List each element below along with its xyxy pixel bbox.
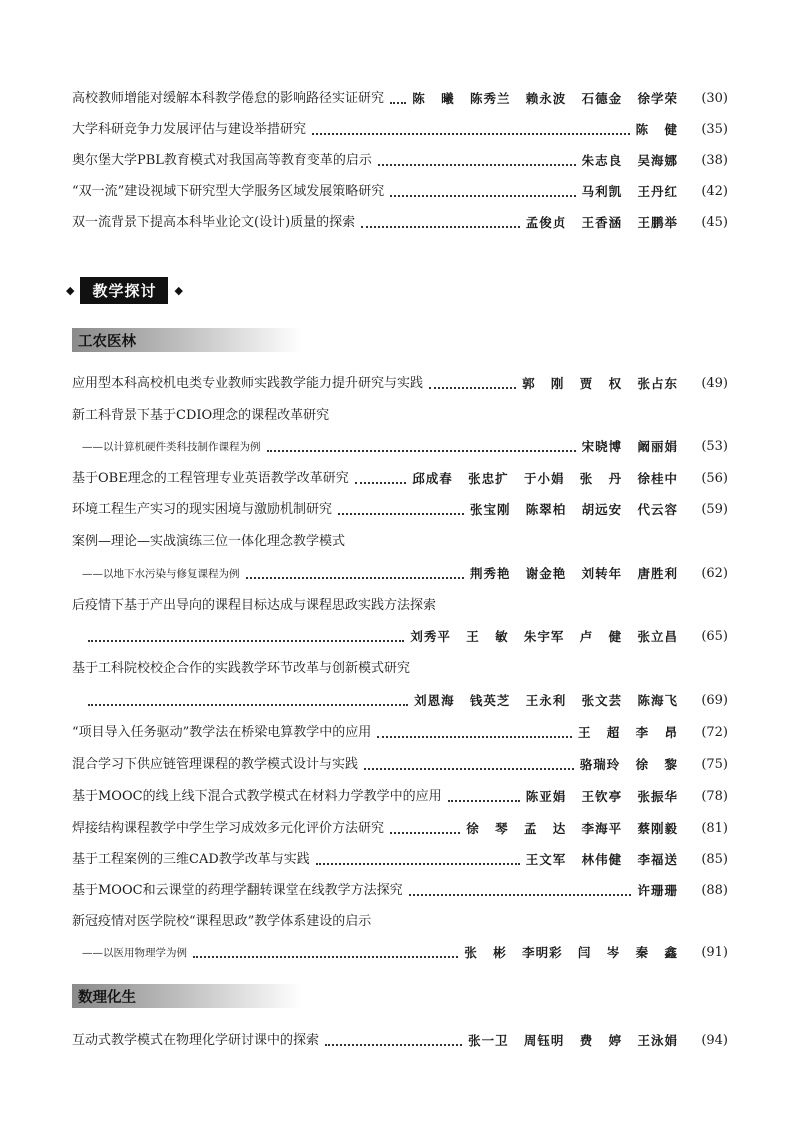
toc-entry-continuation[interactable] — [72, 434, 728, 456]
entry-title: 基于MOOC的线上线下混合式教学模式在材料力学教学中的应用 — [72, 789, 442, 804]
toc-entry[interactable] — [72, 784, 728, 806]
entry-page: (85) — [701, 852, 728, 867]
entry-authors: 陈亚娟 王钦亭 张振华 — [525, 789, 678, 804]
toc-entry-continuation[interactable] — [72, 624, 728, 646]
leader-dots — [448, 799, 520, 802]
entry-title: 高校教师增能对缓解本科教学倦怠的影响路径实证研究 — [72, 91, 385, 106]
entry-subtitle: ——以医用物理学为例 — [82, 947, 187, 959]
entry-page: (53) — [701, 439, 728, 454]
leader-dots — [325, 1043, 462, 1046]
entry-page: (59) — [701, 502, 728, 517]
entry-page: (94) — [701, 1033, 728, 1048]
entry-page: (72) — [701, 725, 728, 740]
leader-dots — [246, 576, 464, 579]
toc-entry[interactable] — [72, 210, 728, 232]
leader-dots — [355, 481, 407, 484]
leader-dots — [193, 955, 458, 958]
entry-title: 应用型本科高校机电类专业教师实践教学能力提升研究与实践 — [72, 376, 424, 391]
entry-page: (35) — [701, 122, 728, 137]
entry-authors: 徐 琴 孟 达 李海平 蔡刚毅 — [466, 821, 678, 836]
entry-authors: 王 超 李 昂 — [577, 725, 678, 740]
entry-title: 后疫情下基于产出导向的课程目标达成与课程思政实践方法探索 — [72, 598, 437, 613]
leader-dots — [390, 194, 575, 197]
toc-entry[interactable] — [72, 371, 728, 393]
toc-entry[interactable] — [72, 466, 728, 488]
entry-authors: 张宝刚 陈翠柏 胡远安 代云容 — [469, 502, 678, 517]
toc-entry-continuation[interactable] — [72, 940, 728, 962]
toc-entry[interactable] — [72, 878, 728, 900]
entry-title: 基于工科院校校企合作的实践教学环节改革与创新模式研究 — [72, 661, 411, 676]
toc-entry[interactable] — [72, 752, 728, 774]
leader-dots — [267, 449, 576, 452]
section-header — [60, 277, 189, 303]
entry-title: 基于工程案例的三维CAD教学改革与实践 — [72, 852, 310, 867]
entry-authors: 朱志良 吴海娜 — [581, 153, 678, 168]
entry-authors: 邱成春 张忠扩 于小娟 张 丹 徐桂中 — [412, 471, 678, 486]
entry-authors: 郭 刚 贾 权 张占东 — [522, 376, 678, 391]
toc-entry[interactable] — [72, 529, 728, 551]
toc-entry[interactable] — [72, 816, 728, 838]
leader-dots — [390, 101, 406, 104]
leader-dots — [378, 163, 576, 166]
entry-title: “双一流”建设视域下研究型大学服务区域发展策略研究 — [72, 184, 385, 199]
section-title: 教学探讨 — [80, 277, 168, 304]
entry-page: (42) — [701, 184, 728, 199]
toc-entry[interactable] — [72, 148, 728, 170]
entry-title: 大学科研竞争力发展评估与建设举措研究 — [72, 122, 307, 137]
diamond-icon: ◆ — [174, 283, 183, 297]
toc-entry[interactable] — [72, 1028, 728, 1050]
entry-subtitle: ——以地下水污染与修复课程为例 — [82, 568, 240, 580]
leader-dots — [88, 639, 404, 642]
toc-entry[interactable] — [72, 497, 728, 519]
entry-title: 案例—理论—实战演练三位一体化理念教学模式 — [72, 534, 346, 549]
entry-authors: 荆秀艳 谢金艳 刘转年 唐胜利 — [469, 566, 678, 581]
entry-page: (78) — [701, 789, 728, 804]
entry-authors: 宋晓博 阚丽娟 — [581, 439, 678, 454]
entry-authors: 刘恩海 钱英芝 王永利 张文芸 陈海飞 — [414, 693, 678, 708]
entry-authors: 刘秀平 王 敏 朱宇军 卢 健 张立昌 — [410, 629, 678, 644]
leader-dots — [390, 831, 460, 834]
entry-title: 奥尔堡大学PBL教育模式对我国高等教育变革的启示 — [72, 153, 372, 168]
entry-page: (81) — [701, 821, 728, 836]
entry-title: 新工科背景下基于CDIO理念的课程改革研究 — [72, 408, 330, 423]
leader-dots — [364, 767, 574, 770]
leader-dots — [338, 512, 464, 515]
toc-entry[interactable] — [72, 86, 728, 108]
entry-authors: 许珊珊 — [637, 883, 678, 898]
leader-dots — [409, 893, 632, 896]
entry-title: 混合学习下供应链管理课程的教学模式设计与实践 — [72, 757, 359, 772]
entry-authors: 张一卫 周钰明 费 婷 王泳娟 — [468, 1033, 678, 1048]
toc-entry[interactable] — [72, 720, 728, 742]
entry-title: 环境工程生产实习的现实困境与激励机制研究 — [72, 502, 333, 517]
toc-entry[interactable] — [72, 656, 728, 678]
entry-page: (65) — [701, 629, 728, 644]
toc-entry[interactable] — [72, 909, 728, 931]
entry-page: (62) — [701, 566, 728, 581]
entry-title: 双一流背景下提高本科毕业论文(设计)质量的探索 — [72, 215, 356, 230]
leader-dots — [377, 735, 572, 738]
entry-page: (69) — [701, 693, 728, 708]
entry-page: (38) — [701, 153, 728, 168]
leader-dots — [312, 132, 630, 135]
entry-page: (91) — [701, 945, 728, 960]
entry-subtitle: ——以计算机硬件类科技制作课程为例 — [82, 441, 261, 453]
entry-title: 互动式教学模式在物理化学研讨课中的探索 — [72, 1033, 320, 1048]
entry-title: “项目导入任务驱动”教学法在桥梁电算教学中的应用 — [72, 725, 372, 740]
toc-entry-continuation[interactable] — [72, 561, 728, 583]
diamond-icon: ◆ — [66, 283, 75, 297]
leader-dots — [316, 862, 520, 865]
leader-dots — [88, 703, 408, 706]
entry-authors: 陈 健 — [635, 122, 678, 137]
entry-authors: 陈 曦 陈秀兰 赖永波 石德金 徐学荣 — [412, 91, 678, 106]
entry-authors: 孟俊贞 王香涵 王鹏举 — [525, 215, 678, 230]
category-header: 数理化生 — [72, 984, 302, 1008]
toc-entry-continuation[interactable] — [72, 688, 728, 710]
category-header: 工农医林 — [72, 328, 302, 352]
entry-title: 焊接结构课程教学中学生学习成效多元化评价方法研究 — [72, 821, 385, 836]
entry-authors: 骆瑞玲 徐 黎 — [579, 757, 678, 772]
entry-title: 新冠疫情对医学院校“课程思政”教学体系建设的启示 — [72, 914, 372, 929]
entry-title: 基于MOOC和云课堂的药理学翻转课堂在线教学方法探究 — [72, 883, 403, 898]
toc-entry[interactable] — [72, 403, 728, 425]
entry-page: (75) — [701, 757, 728, 772]
entry-page: (45) — [701, 215, 728, 230]
toc-entry[interactable] — [72, 179, 728, 201]
entry-title: 基于OBE理念的工程管理专业英语教学改革研究 — [72, 471, 349, 486]
entry-page: (49) — [701, 376, 728, 391]
entry-authors: 王文军 林伟健 李福送 — [525, 852, 678, 867]
toc-entry[interactable] — [72, 593, 728, 615]
entry-page: (56) — [701, 471, 728, 486]
entry-authors: 张 彬 李明彩 闫 岑 秦 鑫 — [464, 945, 678, 960]
entry-page: (88) — [701, 883, 728, 898]
leader-dots — [361, 225, 520, 228]
entry-page: (30) — [701, 91, 728, 106]
entry-authors: 马利凯 王丹红 — [581, 184, 678, 199]
toc-entry[interactable] — [72, 117, 728, 139]
toc-entry[interactable] — [72, 847, 728, 869]
leader-dots — [429, 386, 516, 389]
